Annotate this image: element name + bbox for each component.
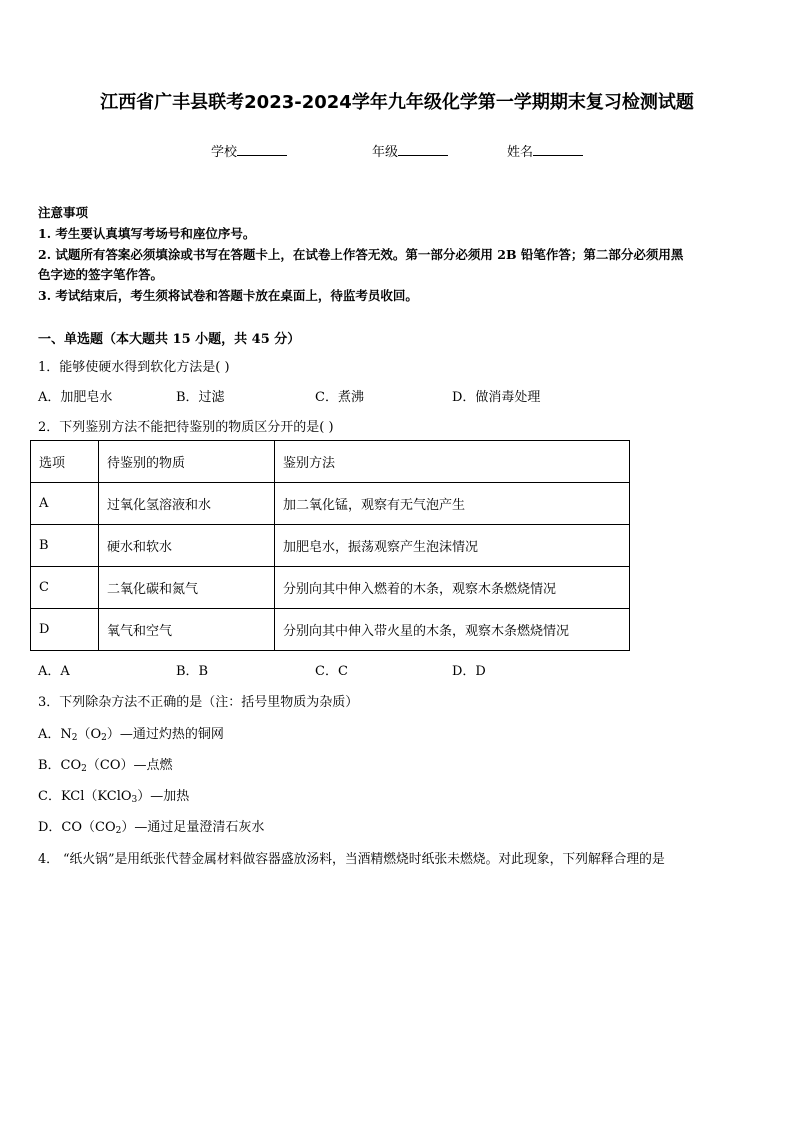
name-blank[interactable]	[533, 143, 583, 156]
table-header-cell: 待鉴别的物质	[99, 441, 275, 483]
notice-item: 1. 考生要认真填写考场号和座位序号。	[38, 226, 256, 241]
table-header-row	[31, 441, 630, 483]
table-row	[31, 609, 630, 651]
table-header-cell: 鉴别方法	[275, 441, 630, 483]
q2-option-c[interactable]: C．C	[315, 664, 348, 679]
section-heading: 一、单选题（本大题共 15 小题，共 45 分）	[38, 332, 301, 347]
table-header-cell: 选项	[31, 441, 99, 483]
q3-option-c[interactable]	[38, 785, 189, 805]
table-row	[31, 567, 630, 609]
identification-table	[30, 440, 630, 651]
formula-text: B．CO	[38, 758, 82, 773]
table-cell: 硬水和软水	[99, 525, 275, 567]
table-row	[31, 525, 630, 567]
table-cell: 过氧化氢溶液和水	[99, 483, 275, 525]
table-cell: B	[31, 525, 99, 567]
q3-option-b[interactable]	[38, 754, 173, 774]
table-cell: 加肥皂水，振荡观察产生泡沫情况	[275, 525, 630, 567]
q1-option-b[interactable]: B．过滤	[176, 390, 225, 405]
table-cell: 加二氧化锰，观察有无气泡产生	[275, 483, 630, 525]
school-field[interactable]	[211, 141, 287, 160]
table-cell: 分别向其中伸入燃着的木条，观察木条燃烧情况	[275, 567, 630, 609]
table-row	[31, 483, 630, 525]
table-cell: 分别向其中伸入带火星的木条，观察木条燃烧情况	[275, 609, 630, 651]
name-label: 姓名	[507, 145, 534, 160]
notice-item: 2. 试题所有答案必须填涂或书写在答题卡上，在试卷上作答无效。第一部分必须用 2B 铅笔作答；第二部分必须用黑	[38, 247, 684, 262]
grade-label: 年级	[372, 145, 399, 160]
table-cell: A	[31, 483, 99, 525]
subscript: 2	[71, 733, 78, 743]
table-cell: 二氧化碳和氮气	[99, 567, 275, 609]
formula-text: ）—通过足量澄清石灰水	[121, 820, 265, 835]
subscript: 2	[81, 764, 87, 774]
question-1-stem: 1．能够使硬水得到软化方法是( )	[38, 360, 230, 375]
q2-option-b[interactable]: B．B	[176, 664, 209, 679]
table-cell: 氧气和空气	[99, 609, 275, 651]
notice-item: 3. 考试结束后，考生须将试卷和答题卡放在桌面上，待监考员收回。	[38, 288, 418, 303]
q3-option-d[interactable]	[38, 816, 264, 836]
page-title: 江西省广丰县联考2023-2024学年九年级化学第一学期期末复习检测试题	[100, 92, 694, 113]
subscript: 2	[115, 826, 122, 836]
q1-option-d[interactable]: D．做消毒处理	[452, 390, 541, 405]
q1-option-a[interactable]: A．加肥皂水	[38, 390, 113, 405]
formula-text: （O	[77, 727, 102, 742]
formula-text: A．N	[38, 727, 72, 742]
notice-item: 色字迹的签字笔作答。	[38, 267, 164, 282]
table-cell: D	[31, 609, 99, 651]
formula-text: ）—加热	[137, 789, 190, 804]
q2-option-d[interactable]: D．D	[452, 664, 486, 679]
q1-option-c[interactable]: C．煮沸	[315, 390, 364, 405]
notice-heading: 注意事项	[38, 205, 89, 220]
table-cell: C	[31, 567, 99, 609]
grade-field[interactable]	[372, 141, 448, 160]
formula-text: ）—通过灼热的铜网	[106, 727, 224, 742]
question-2-stem: 2．下列鉴别方法不能把待鉴别的物质区分开的是( )	[38, 420, 334, 435]
name-field[interactable]	[507, 141, 583, 160]
school-label: 学校	[211, 145, 238, 160]
formula-text: （CO）—点燃	[86, 758, 173, 773]
formula-text: C．KCl（KClO	[38, 789, 132, 804]
q3-option-a[interactable]	[38, 723, 224, 743]
question-3-stem: 3．下列除杂方法不正确的是（注：括号里物质为杂质）	[38, 695, 359, 710]
question-4-stem: 4． “纸火锅”是用纸张代替金属材料做容器盛放汤料，当酒精燃烧时纸张未燃烧。对此现象，下列解释合理的是	[38, 852, 665, 867]
subscript: 2	[101, 733, 107, 743]
grade-blank[interactable]	[398, 143, 448, 156]
q2-option-a[interactable]: A．A	[38, 664, 70, 679]
formula-text: D．CO（CO	[38, 820, 116, 835]
school-blank[interactable]	[237, 143, 287, 156]
subscript: 3	[131, 795, 138, 805]
